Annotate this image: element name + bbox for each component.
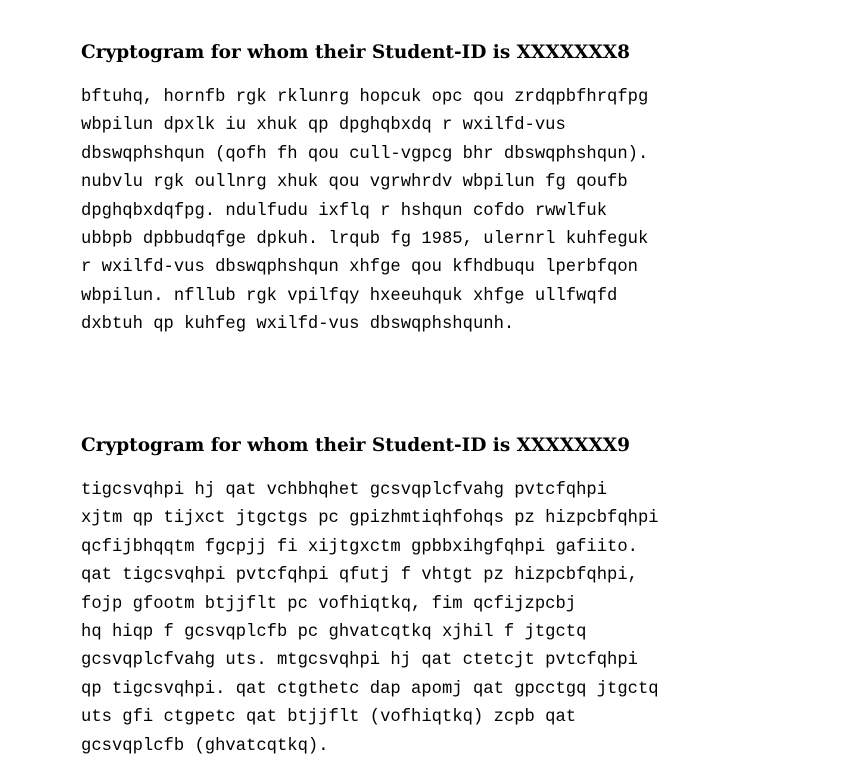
ciphertext-block bbox=[81, 477, 841, 761]
ciphertext-line: wbpilun dpxlk iu xhuk qp dpghqbxdq r wxilfd-vus bbox=[81, 116, 566, 136]
ciphertext-line: dbswqphshqun (qofh fh qou cull-vgpcg bhr dbswqphshqun). bbox=[81, 144, 649, 164]
ciphertext-line: xjtm qp tijxct jtgctgs pc gpizhmtiqhfohqs pz hizpcbfqhpi bbox=[81, 509, 659, 529]
ciphertext-line: fojp gfootm btjjflt pc vofhiqtkq, fim qcfijzpcbj bbox=[81, 594, 577, 614]
ciphertext-line: hq hiqp f gcsvqplcfb pc ghvatcqtkq xjhil f jtgctq bbox=[81, 623, 587, 643]
cryptogram-section-9 bbox=[81, 433, 841, 761]
ciphertext-line: wbpilun. nfllub rgk vpilfqy hxeeuhquk xhfge ullfwqfd bbox=[81, 286, 618, 306]
ciphertext-line: qcfijbhqqtm fgcpjj fi xijtgxctm gpbbxihgfqhpi gafiito. bbox=[81, 537, 638, 557]
ciphertext-block bbox=[81, 84, 841, 340]
ciphertext-line: dxbtuh qp kuhfeg wxilfd-vus dbswqphshqunh. bbox=[81, 315, 515, 335]
ciphertext-line: nubvlu rgk oullnrg xhuk qou vgrwhrdv wbpilun fg qoufb bbox=[81, 173, 628, 193]
ciphertext-line: r wxilfd-vus dbswqphshqun xhfge qou kfhdbuqu lperbfqon bbox=[81, 258, 638, 278]
cryptogram-section-8 bbox=[81, 40, 841, 340]
ciphertext-line: gcsvqplcfb (ghvatcqtkq). bbox=[81, 736, 329, 756]
ciphertext-line: uts gfi ctgpetc qat btjjflt (vofhiqtkq) zcpb qat bbox=[81, 708, 577, 728]
ciphertext-line: qp tigcsvqhpi. qat ctgthetc dap apomj qat gpcctgq jtgctq bbox=[81, 679, 659, 699]
ciphertext-line: tigcsvqhpi hj qat vchbhqhet gcsvqplcfvahg pvtcfqhpi bbox=[81, 481, 608, 500]
cryptogram-heading: Cryptogram for whom their Student-ID is XXXXXXX8 bbox=[81, 42, 631, 63]
ciphertext-line: dpghqbxdqfpg. ndulfudu ixflq r hshqun cofdo rwwlfuk bbox=[81, 201, 608, 221]
ciphertext-line: qat tigcsvqhpi pvtcfqhpi qfutj f vhtgt pz hizpcbfqhpi, bbox=[81, 566, 638, 586]
ciphertext-line: ubbpb dpbbudqfge dpkuh. lrqub fg 1985, ulernrl kuhfeguk bbox=[81, 230, 649, 250]
ciphertext-line: gcsvqplcfvahg uts. mtgcsvqhpi hj qat ctetcjt pvtcfqhpi bbox=[81, 651, 638, 671]
ciphertext-line: bftuhq, hornfb rgk rklunrg hopcuk opc qou zrdqpbfhrqfpg bbox=[81, 88, 649, 107]
cryptogram-heading: Cryptogram for whom their Student-ID is XXXXXXX9 bbox=[81, 435, 631, 456]
